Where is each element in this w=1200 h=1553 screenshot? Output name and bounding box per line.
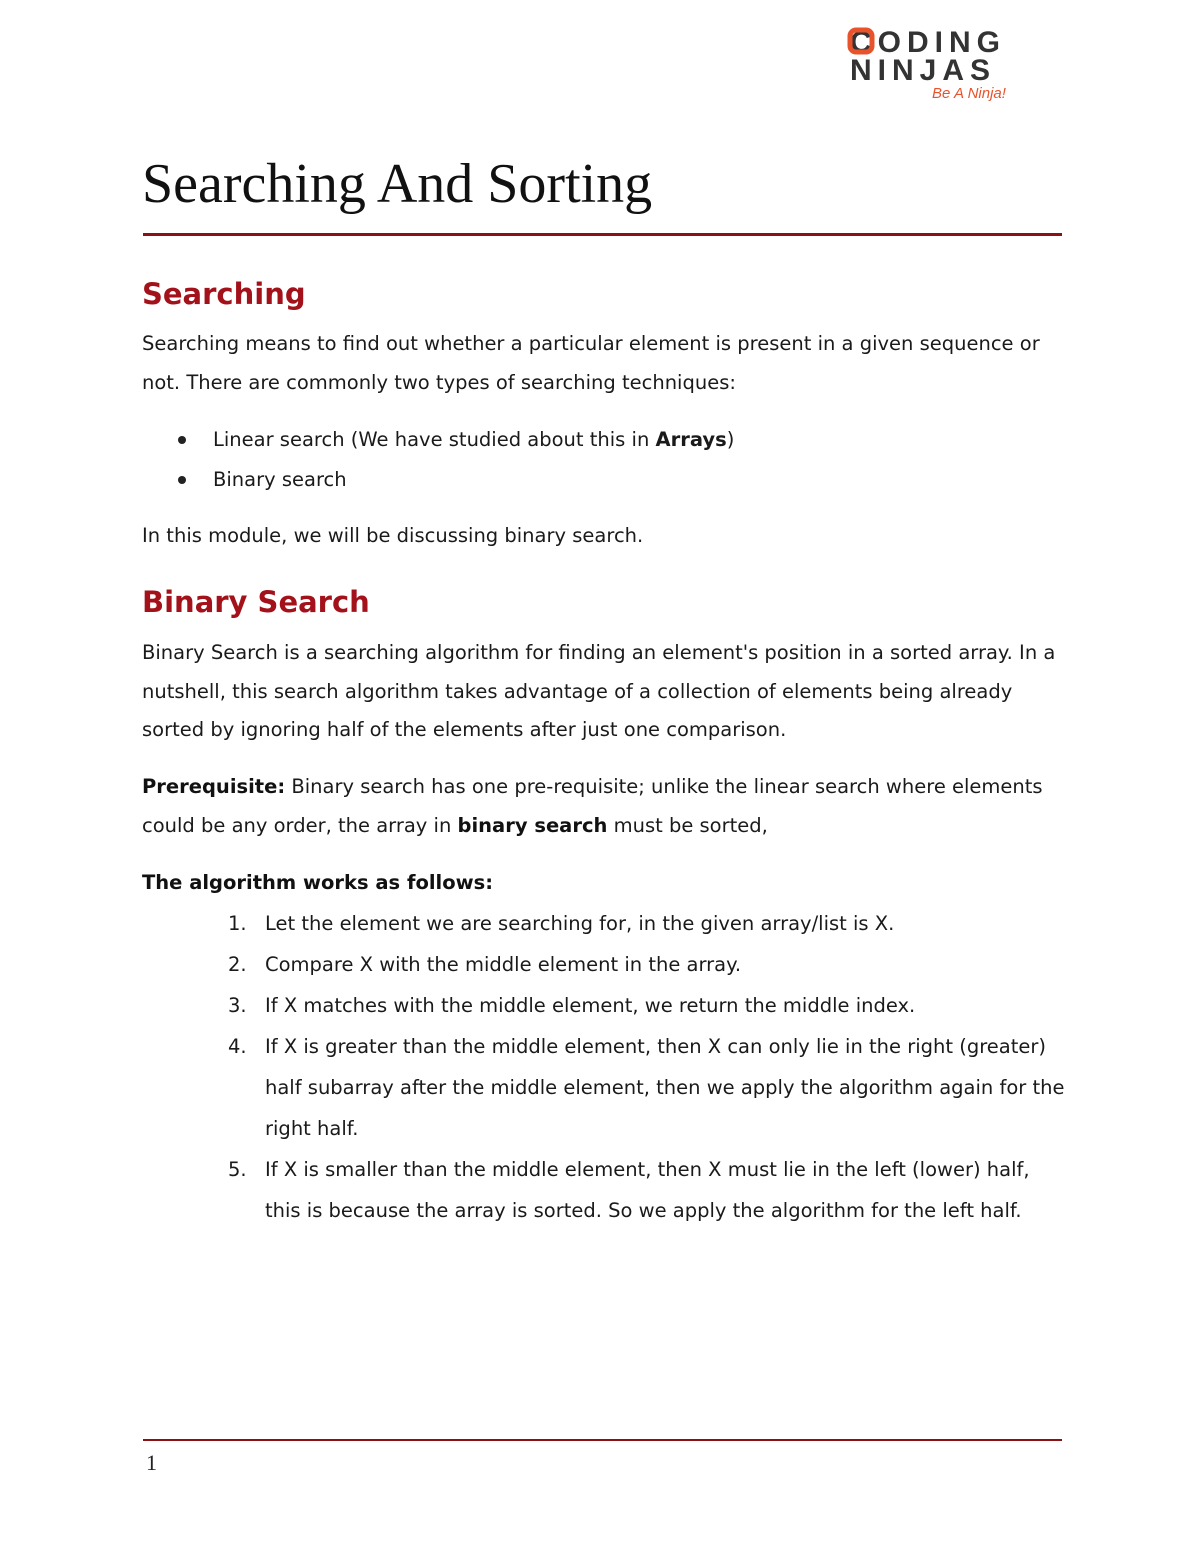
- searching-closing: In this module, we will be discussing binary search.: [142, 524, 644, 547]
- bullet-text: Binary search: [213, 468, 347, 491]
- bullet-icon: [178, 436, 186, 444]
- prerequisite-label: Prerequisite:: [142, 775, 286, 798]
- step-number: 2.: [228, 953, 247, 976]
- step-number: 3.: [228, 994, 247, 1017]
- step-text: If X is greater than the middle element, then X can only lie in the right (greater) half subarray after the middle element, then we apply the algorithm again for the right half.: [265, 1035, 1065, 1140]
- list-item: [228, 985, 1068, 1026]
- bullet-icon: [178, 476, 186, 484]
- algorithm-heading: [142, 864, 1067, 903]
- algorithm-heading-text: The algorithm works as follows:: [142, 871, 494, 894]
- prerequisite-text: Binary search has one pre-requisite; unlike the linear search where elements could be any order, the array in: [142, 775, 1043, 837]
- prerequisite-bold: binary search: [457, 813, 608, 837]
- heading-binary-search: Binary Search: [142, 585, 370, 619]
- coding-ninjas-logo: [846, 24, 1036, 104]
- list-item: [228, 903, 1068, 944]
- algorithm-steps-list: [228, 903, 1068, 1231]
- prerequisite-text-end: must be sorted,: [607, 813, 768, 837]
- step-text: Compare X with the middle element in the array.: [265, 953, 742, 976]
- step-text: Let the element we are searching for, in the given array/list is X.: [265, 912, 895, 935]
- heading-searching: Searching: [142, 277, 306, 311]
- footer-divider: [143, 1439, 1062, 1441]
- step-number: 4.: [228, 1035, 247, 1058]
- step-number: 1.: [228, 912, 247, 935]
- page-title: Searching And Sorting: [142, 153, 653, 215]
- logo-tagline: Be A Ninja!: [932, 85, 1006, 102]
- step-number: 5.: [228, 1158, 247, 1181]
- step-text: If X matches with the middle element, we return the middle index.: [265, 994, 916, 1017]
- bullet-text: Linear search (We have studied about this in: [213, 428, 656, 451]
- searching-intro: Searching means to find out whether a particular element is present in a given sequence or not. There are commonly two types of searching techniques:: [142, 332, 1040, 394]
- logo-line2: NINJAS: [850, 54, 997, 87]
- title-divider: [143, 233, 1062, 236]
- logo-line1: CODING: [850, 26, 1006, 59]
- list-item: [228, 944, 1068, 985]
- prerequisite-paragraph: [142, 768, 1067, 845]
- binary-search-description: Binary Search is a searching algorithm for finding an element's position in a sorted array. In a nutshell, this search algorithm takes advantage of a collection of elements being already sorted by ignoring half of the elements after just one comparison.: [142, 641, 1056, 741]
- list-item: [228, 1026, 1068, 1149]
- bullet-text-end: ): [726, 428, 735, 451]
- page-number: 1: [146, 1450, 157, 1475]
- list-item: [228, 1149, 1068, 1231]
- bullet-bold-text: Arrays: [655, 428, 727, 451]
- step-text: If X is smaller than the middle element, then X must lie in the left (lower) half, this is because the array is sorted. So we apply the algorithm for the left half.: [265, 1158, 1030, 1222]
